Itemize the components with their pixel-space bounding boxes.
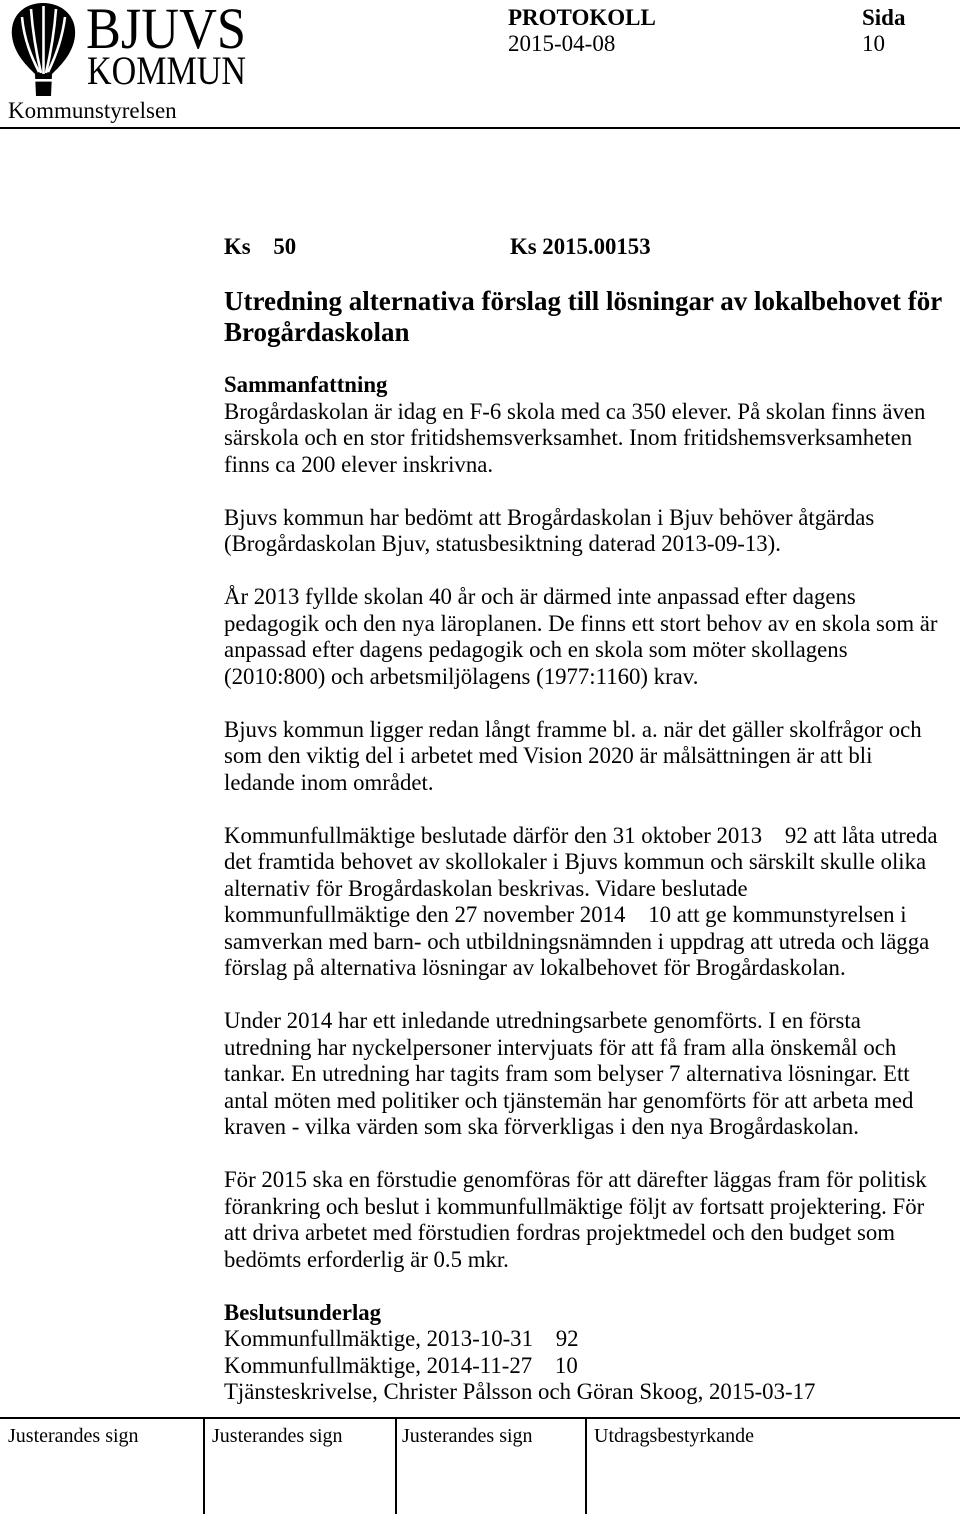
signature-field-label: Justerandes sign	[402, 1425, 533, 1447]
text-line: bedömts erforderlig är 0.5 mkr.	[224, 1246, 509, 1272]
paragraph	[224, 399, 954, 479]
text-line: (Brogårdaskolan Bjuv, statusbesiktning daterad 2013-09-13).	[224, 531, 781, 556]
case-reference-row	[0, 234, 960, 261]
text-line: pedagogik och den nya läroplanen. De finns ett stort behov av en skola som är	[224, 610, 938, 636]
committee-name: Kommunstyrelsen	[8, 98, 177, 123]
logo-wordmark-bottom: KOMMUN	[87, 48, 246, 93]
text-line: särskola och en stor fritidshemsverksamhet. Inom fritidshemsverksamheten	[224, 425, 913, 450]
document-date: 2015-04-08	[508, 31, 616, 56]
text-line: antal möten med politiker och tjänstemän har genomförts för att arbeta med	[224, 1087, 914, 1113]
text-line: Bjuvs kommun ligger redan långt framme bl. a. när det gäller skolfrågor och	[224, 716, 922, 742]
text-line: utredning har nyckelpersoner intervjuats för att få fram alla önskemål och	[224, 1034, 897, 1060]
footer-column-separator	[395, 1417, 397, 1514]
text-line: kommunfullmäktige den 27 november 2014 10 att ge kommunstyrelsen i	[224, 902, 907, 927]
title-line: Utredning alternativa förslag till lösningar av lokalbehovet för	[224, 286, 943, 316]
summary-heading: Sammanfattning	[224, 372, 388, 397]
paragraph	[224, 1008, 954, 1141]
text-line: anpassad efter dagens pedagogik och en skola som möter skollagens	[224, 637, 848, 662]
text-line: finns ca 200 elever inskrivna.	[224, 451, 494, 477]
extract-certification-label: Utdragsbestyrkande	[594, 1425, 754, 1447]
page-label: Sida	[862, 5, 906, 30]
torch-emblem-icon	[12, 3, 75, 96]
footer-divider	[0, 1417, 960, 1419]
text-line: förslag på alternativa lösningar av lokalbehovet för Brogårdaskolan.	[224, 955, 846, 980]
paragraph	[224, 584, 954, 690]
header-divider	[0, 127, 960, 129]
case-number: Ks 2015.00153	[510, 234, 651, 259]
text-line: Bjuvs kommun har bedömt att Brogårdaskolan i Bjuv behöver åtgärdas	[224, 504, 875, 530]
logo-wordmark-top: BJUVS	[86, 0, 246, 61]
paragraph	[224, 505, 954, 558]
municipality-logo	[0, 0, 260, 100]
page-title	[224, 286, 942, 348]
text-line: samverkan med barn- och utbildningsnämnden i uppdrag att utreda och lägga	[224, 928, 930, 954]
paragraph	[224, 717, 954, 797]
case-paragraph: Ks 50	[224, 234, 297, 259]
page-number: 10	[862, 31, 885, 56]
text-line: Brogårdaskolan är idag en F-6 skola med ca 350 elever. På skolan finns även	[224, 398, 926, 424]
paragraph	[224, 823, 954, 982]
footer-column-separator	[203, 1417, 205, 1514]
basis-item: Kommunfullmäktige, 2013-10-31 92	[224, 1326, 579, 1351]
text-line: som den viktig del i arbetet med Vision 2020 är målsättningen är att bli	[224, 743, 873, 768]
document-type: PROTOKOLL	[508, 5, 656, 30]
signature-field-label: Justerandes sign	[212, 1425, 343, 1447]
basis-heading: Beslutsunderlag	[224, 1299, 382, 1325]
text-line: alternativ för Brogårdaskolan beskrivas. Vidare beslutade	[224, 875, 748, 901]
basis-list	[224, 1326, 954, 1406]
title-line: Brogårdaskolan	[224, 317, 410, 347]
text-line: kraven - vilka värden som ska förverkligas i den nya Brogårdaskolan.	[224, 1114, 859, 1139]
text-line: (2010:800) och arbetsmiljölagens (1977:1160) krav.	[224, 663, 699, 689]
paragraph	[224, 1167, 954, 1273]
signature-field-label: Justerandes sign	[8, 1425, 139, 1447]
text-line: att driva arbetet med förstudien fordras projektmedel och den budget som	[224, 1220, 896, 1245]
text-line: förankring och beslut i kommunfullmäktige följt av fortsatt projektering. För	[224, 1193, 925, 1219]
text-line: ledande inom området.	[224, 769, 434, 795]
text-line: Under 2014 har ett inledande utredningsarbete genomförts. I en första	[224, 1008, 861, 1033]
text-line: För 2015 ska en förstudie genomföras för att därefter läggas fram för politisk	[224, 1167, 927, 1192]
text-line: det framtida behovet av skollokaler i Bjuvs kommun och särskilt skulle olika	[224, 849, 927, 874]
text-line: Kommunfullmäktige beslutade därför den 31 oktober 2013 92 att låta utreda	[224, 822, 938, 848]
text-line: År 2013 fyllde skolan 40 år och är därmed inte anpassad efter dagens	[224, 584, 856, 609]
basis-item: Kommunfullmäktige, 2014-11-27 10	[224, 1352, 578, 1378]
footer-column-separator	[585, 1417, 587, 1514]
basis-item: Tjänsteskrivelse, Christer Pålsson och Göran Skoog, 2015-03-17	[224, 1379, 816, 1404]
document-body	[224, 372, 954, 1406]
text-line: tankar. En utredning har tagits fram som belyser 7 alternativa lösningar. Ett	[224, 1061, 910, 1086]
